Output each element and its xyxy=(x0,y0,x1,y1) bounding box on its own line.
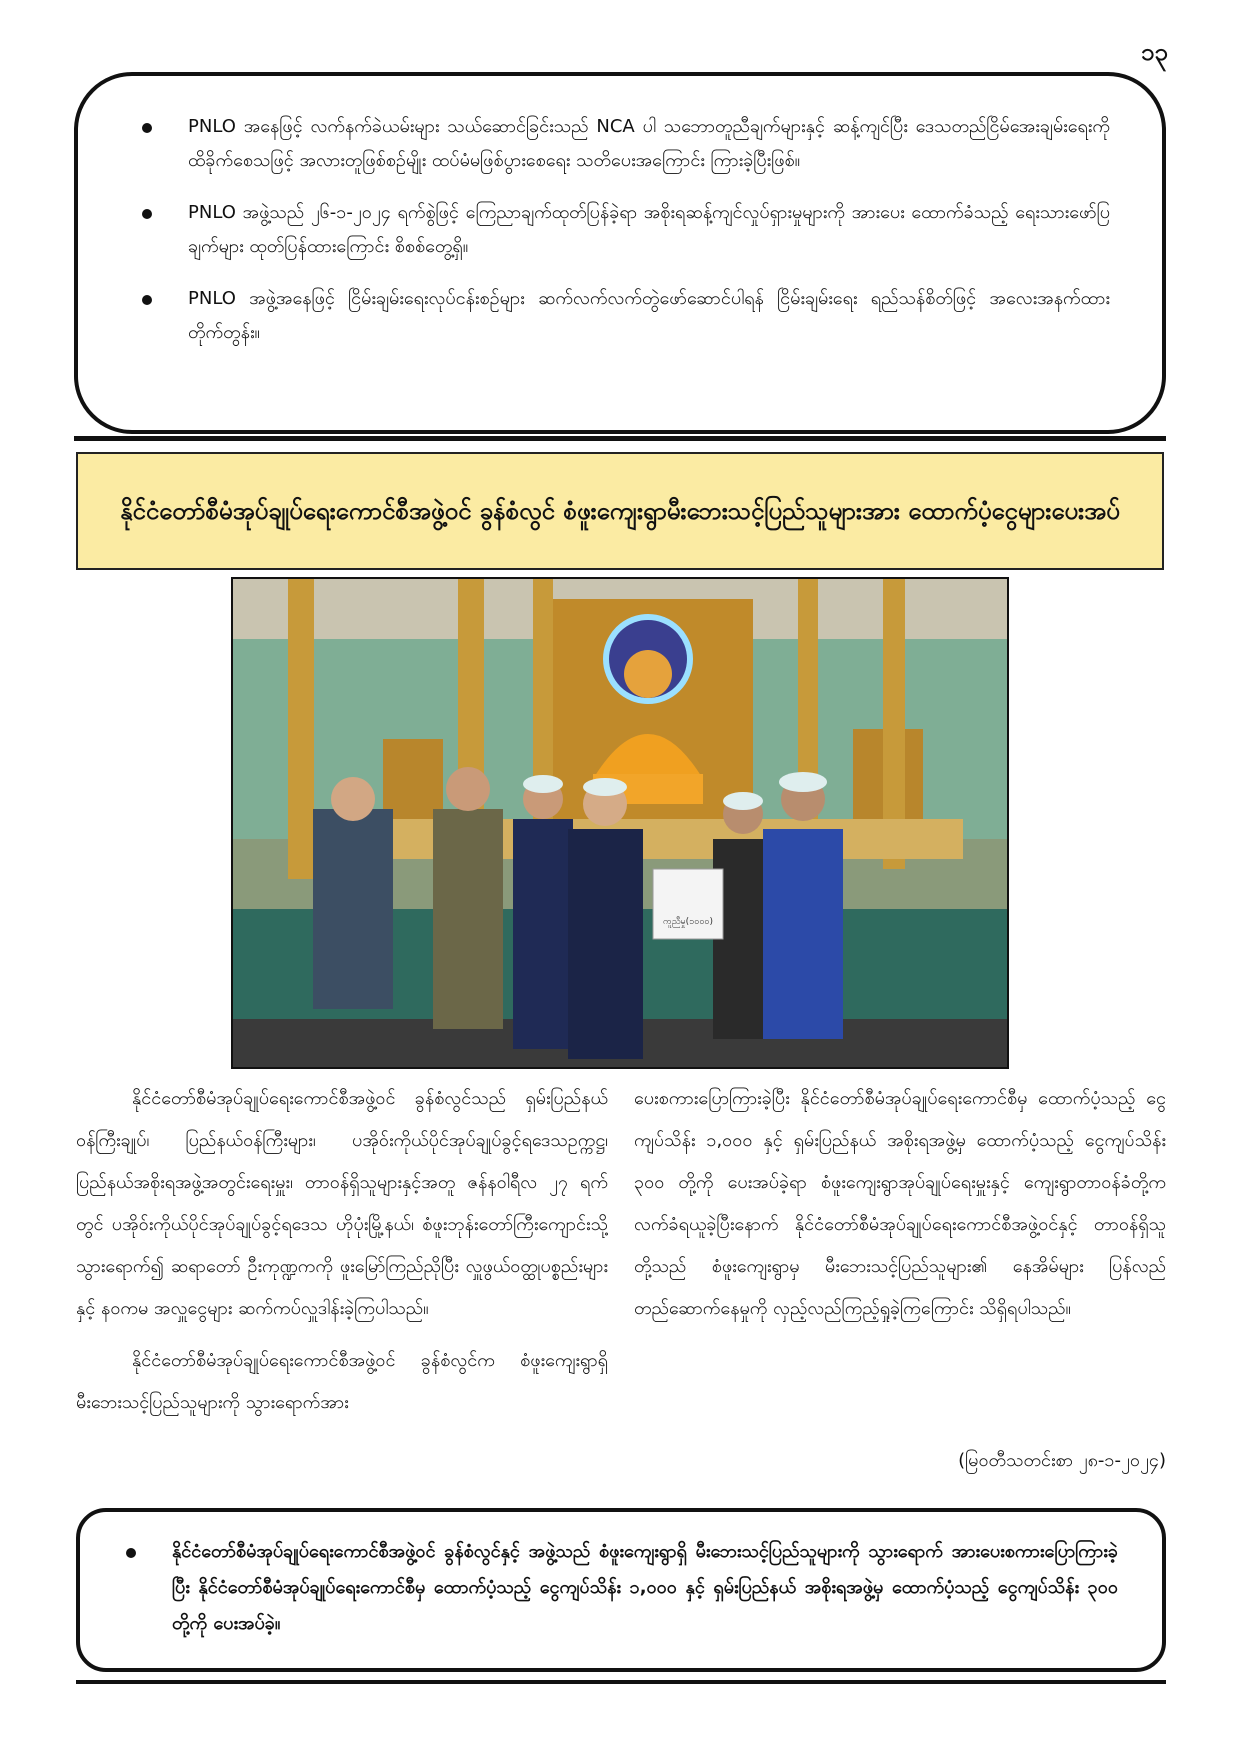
article-paragraph: ပေးစကားပြောကြားခဲ့ပြီး နိုင်ငံတော်စီမံအုပ်ချုပ်ရေးကောင်စီမှ ထောက်ပံ့သည့် ငွေကျပ်သိန်း ၁,၀၀၀ နှင့် ရှမ်းပြည်နယ် အစိုးရအဖွဲ့မှ ထောက်ပံ့သည့် ငွေကျပ်သိန်း ၃၀၀ တို့ကို ပေးအပ်ခဲ့ရာ စံဖူးကျေးရွာအုပ်ချုပ်ရေးမှူးနှင့် ကျေးရွာတာဝန်ခံတို့က လက်ခံရယူခဲ့ပြီးနောက် နိုင်ငံတော်စီမံအုပ်ချုပ်ရေးကောင်စီအဖွဲ့ဝင်နှင့် တာဝန်ရှိသူတို့သည် စံဖူးကျေးရွာမှ မီးဘေးသင့်ပြည်သူများ၏ နေအိမ်များ ပြန်လည်တည်ဆောက်နေမှုကို လှည့်လည်ကြည့်ရှုခဲ့ကြကြောင်း သိရှိရပါသည်။ xyxy=(634,1088,1166,1319)
article-paragraph: နိုင်ငံတော်စီမံအုပ်ချုပ်ရေးကောင်စီအဖွဲ့ဝင် ခွန်စံလွင်သည် ရှမ်းပြည်နယ်ဝန်ကြီးချုပ်၊ ပြည်နယ်ဝန်ကြီးများ၊ ပအိုဝ်းကိုယ်ပိုင်အုပ်ချုပ်ခွင့်ရဒေသဥက္ကဋ္ဌ၊ ပြည်နယ်အစိုးရအဖွဲ့အတွင်းရေးမှူး၊ တာဝန်ရှိသူများနှင့်အတူ ဇန်နဝါရီလ ၂၇ ရက်တွင် ပအိုဝ်းကိုယ်ပိုင်အုပ်ချုပ်ခွင့်ရဒေသ ဟိုပုံးမြို့နယ်၊ စံဖူးဘုန်းတော်ကြီးကျောင်းသို့ သွားရောက်၍ ဆရာတော် ဦးကုဏ္ဍကကို ဖူးမြော်ကြည်ညိုပြီး လှူဖွယ်ဝတ္ထုပစ္စည်းများနှင့် နဝကမ အလှူငွေများ ဆက်ကပ်လှူဒါန်းခဲ့ကြပါသည်။ xyxy=(76,1088,608,1319)
summary-bullet-item xyxy=(124,1534,1118,1642)
summary-bullet-text: PNLO အဖွဲ့သည် ၂၆-၁-၂၀၂၄ ရက်စွဲဖြင့် ကြေညာချက်ထုတ်ပြန်ခဲ့ရာ အစိုးရဆန့်ကျင်လှုပ်ရှားမှုများကို အားပေး ထောက်ခံသည့် ရေးသားဖော်ပြချက်များ ထုတ်ပြန်ထားကြောင်း စိစစ်တွေ့ရှိ။ xyxy=(188,202,1110,257)
photo-illustration xyxy=(233,579,1007,1067)
bullet-dot-icon xyxy=(142,295,152,305)
footer-divider-line xyxy=(76,1680,1166,1684)
summary-box-bottom xyxy=(76,1508,1166,1672)
summary-bullet-text: PNLO အဖွဲ့အနေဖြင့် ငြိမ်းချမ်းရေးလုပ်ငန်းစဉ်များ ဆက်လက်လက်တွဲဖော်ဆောင်ပါရန် ငြိမ်းချမ်းရေး ရည်သန်စိတ်ဖြင့် အလေးအနက်ထားတိုက်တွန်း။ xyxy=(188,288,1110,343)
summary-bullet-list xyxy=(140,110,1110,350)
summary-bullet-item xyxy=(140,282,1110,350)
summary-bullet-text: နိုင်ငံတော်စီမံအုပ်ချုပ်ရေးကောင်စီအဖွဲ့ဝင် ခွန်စံလွင်နှင့် အဖွဲ့သည် စံဖူးကျေးရွာရှိ မီးဘေးသင့်ပြည်သူများကို သွားရောက် အားပေးစကားပြောကြားခဲ့ပြီး နိုင်ငံတော်စီမံအုပ်ချုပ်ရေးကောင်စီမှ ထောက်ပံ့သည့် ငွေကျပ်သိန်း ၁,၀၀၀ နှင့် ရှမ်းပြည်နယ် အစိုးရအဖွဲ့မှ ထောက်ပံ့သည့် ငွေကျပ်သိန်း ၃၀၀ တို့ကို ပေးအပ်ခဲ့။ xyxy=(172,1541,1118,1634)
photo-box-label: ကူညီမှု(၁၀၀၀) xyxy=(663,917,713,927)
article-column-left xyxy=(76,1078,608,1424)
headline-text: နိုင်ငံတော်စီမံအုပ်ချုပ်ရေးကောင်စီအဖွဲ့ဝင် ခွန်စံလွင် စံဖူးကျေးရွာမီးဘေးသင့်ပြည်သူများအား ထောက်ပံ့ငွေများပေးအပ် xyxy=(120,497,1120,525)
article-paragraph: နိုင်ငံတော်စီမံအုပ်ချုပ်ရေးကောင်စီအဖွဲ့ဝင် ခွန်စံလွင်က စံဖူးကျေးရွာရှိ မီးဘေးသင့်ပြည်သူများကို သွားရောက်အား xyxy=(76,1350,608,1413)
article-photo xyxy=(231,577,1009,1069)
divider-line xyxy=(74,436,1166,441)
summary-bullet-list xyxy=(124,1534,1118,1642)
summary-bullet-item xyxy=(140,196,1110,264)
bullet-dot-icon xyxy=(142,209,152,219)
summary-bullet-item xyxy=(140,110,1110,178)
summary-box-top xyxy=(74,72,1166,434)
bullet-dot-icon xyxy=(126,1548,136,1558)
article-headline xyxy=(76,452,1164,570)
bullet-dot-icon xyxy=(142,123,152,133)
article-column-right xyxy=(634,1078,1166,1330)
article-source: (မြဝတီသတင်းစာ ၂၈-၁-၂၀၂၄) xyxy=(958,1450,1166,1471)
page-number: ၁၃ xyxy=(1141,38,1168,66)
summary-bullet-text: PNLO အနေဖြင့် လက်နက်ခဲယမ်းများ သယ်ဆောင်ခြင်းသည် NCA ပါ သဘောတူညီချက်များနှင့် ဆန့်ကျင်ပြီး ဒေသတည်ငြိမ်အေးချမ်းရေးကို ထိခိုက်စေသဖြင့် အလားတူဖြစ်စဉ်မျိုး ထပ်မံမဖြစ်ပွားစေရေး သတိပေးအကြောင်း ကြားခဲ့ပြီးဖြစ်။ xyxy=(188,116,1110,171)
